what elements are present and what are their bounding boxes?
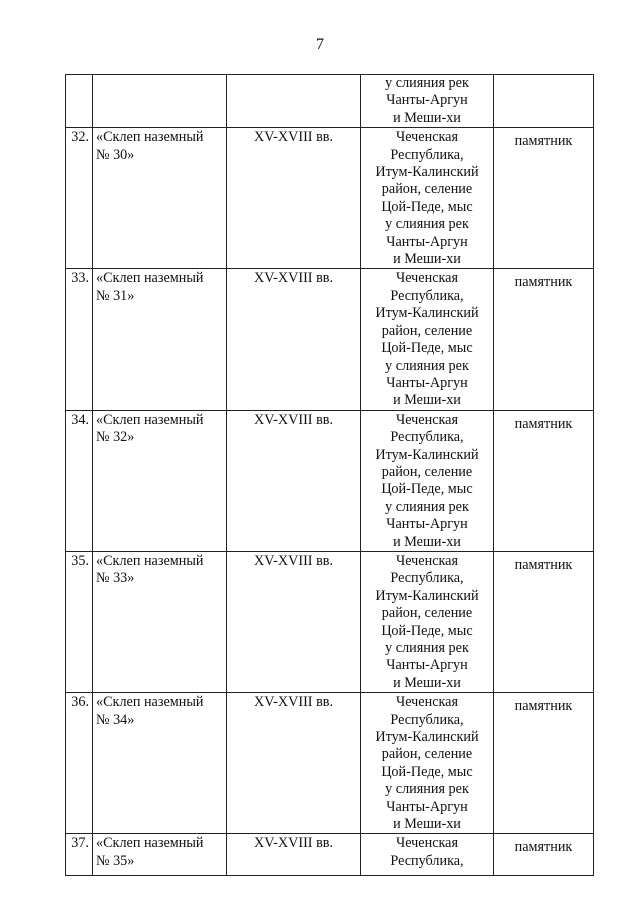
object-name-line: «Склеп наземный (96, 835, 204, 852)
location-line: Чеченская (396, 270, 458, 287)
location-line: район, селение (381, 322, 473, 339)
date-cell: XV-XVIII вв. (227, 551, 361, 692)
location-line: район, селение (381, 181, 473, 198)
location-cell (361, 834, 494, 876)
object-name-line: № 32» (96, 429, 135, 446)
location-line: Итум-Калинский (375, 164, 479, 181)
category-label: памятник (514, 698, 573, 715)
table-row (66, 834, 594, 876)
location-line: Цой-Педе, мыс (381, 198, 473, 215)
category-label: памятник (514, 556, 573, 573)
category-label: памятник (514, 274, 573, 291)
location-line: и Меши-хи (393, 109, 461, 126)
location-line: у слияния рек (385, 640, 469, 656)
location-line: Чанты-Аргун (386, 657, 468, 674)
location-line: Республика, (390, 711, 464, 728)
table-row (66, 128, 594, 269)
location-line: Чанты-Аргун (386, 516, 468, 533)
category-cell (494, 834, 594, 876)
location-line: Чанты-Аргун (386, 798, 468, 815)
object-name-line: № 35» (96, 852, 135, 869)
location-cell (361, 410, 494, 551)
date-cell: XV-XVIII вв. (227, 410, 361, 551)
location-line: Чанты-Аргун (386, 92, 468, 109)
category-cell (494, 269, 594, 410)
object-name-line: № 30» (96, 146, 135, 163)
location-line: и Меши-хи (393, 251, 461, 268)
category-label: памятник (514, 133, 573, 150)
date-cell: XV-XVIII вв. (227, 693, 361, 834)
location-line: Чеченская (396, 129, 458, 146)
object-name-line: «Склеп наземный (96, 270, 204, 287)
location-line: район, селение (381, 463, 473, 480)
location-cell (361, 128, 494, 269)
location-cell (361, 551, 494, 692)
category-cell (494, 693, 594, 834)
object-name-line: «Склеп наземный (96, 411, 204, 428)
object-name-line: «Склеп наземный (96, 694, 204, 711)
category-cell (494, 551, 594, 692)
name-cell (93, 128, 227, 269)
number-cell: 36. (66, 693, 93, 834)
location-line: Чеченская (396, 552, 458, 569)
location-line: у слияния рек (385, 781, 469, 798)
location-line: у слияния рек (385, 498, 469, 515)
name-cell (93, 551, 227, 692)
object-name-line: № 34» (96, 711, 135, 728)
location-cell (361, 693, 494, 834)
table-row (66, 551, 594, 692)
category-cell (494, 410, 594, 551)
category-cell (494, 128, 594, 269)
number-cell (66, 75, 93, 128)
location-line: Итум-Калинский (375, 729, 479, 746)
location-line: у слияния рек (385, 357, 469, 374)
heritage-registry-table (65, 74, 594, 876)
location-line: район, селение (381, 605, 473, 622)
category-cell (494, 75, 594, 128)
name-cell (93, 269, 227, 410)
location-line: и Меши-хи (393, 816, 461, 833)
number-cell: 33. (66, 269, 93, 410)
date-cell: XV-XVIII вв. (227, 128, 361, 269)
location-line: Цой-Педе, мыс (381, 763, 473, 780)
number-cell: 32. (66, 128, 93, 269)
location-line: у слияния рек (385, 216, 469, 233)
category-label: памятник (514, 839, 573, 856)
table-row (66, 410, 594, 551)
table-row-continued (66, 75, 594, 128)
page-number: 7 (316, 36, 324, 53)
location-line: Республика, (390, 287, 464, 304)
object-name-line: «Склеп наземный (96, 552, 204, 569)
location-line: Чеченская (396, 835, 458, 852)
name-cell (93, 75, 227, 128)
name-cell (93, 410, 227, 551)
location-line: Республика, (390, 570, 464, 587)
object-name-line: № 31» (96, 287, 135, 304)
location-line: Цой-Педе, мыс (381, 340, 473, 357)
location-line: Цой-Педе, мыс (381, 622, 473, 639)
location-line: Итум-Калинский (375, 446, 479, 463)
location-line: Итум-Калинский (375, 587, 479, 604)
object-name-line: № 33» (96, 570, 135, 587)
location-line: Республика, (390, 146, 464, 163)
name-cell (93, 834, 227, 876)
object-name-line: «Склеп наземный (96, 129, 204, 146)
location-line: у слияния рек (385, 75, 469, 91)
date-cell (227, 75, 361, 128)
name-cell (93, 693, 227, 834)
location-line: и Меши-хи (393, 392, 461, 409)
location-line: Цой-Педе, мыс (381, 481, 473, 498)
location-line: Республика, (390, 852, 464, 869)
date-cell: XV-XVIII вв. (227, 834, 361, 876)
location-line: Чанты-Аргун (386, 233, 468, 250)
number-cell: 37. (66, 834, 93, 876)
table-row (66, 269, 594, 410)
location-line: и Меши-хи (393, 533, 461, 550)
location-line: и Меши-хи (393, 674, 461, 691)
location-line: район, селение (381, 746, 473, 763)
location-line: Чеченская (396, 411, 458, 428)
location-line: Республика, (390, 429, 464, 446)
location-line: Итум-Калинский (375, 305, 479, 322)
number-cell: 35. (66, 551, 93, 692)
number-cell: 34. (66, 410, 93, 551)
table-row (66, 693, 594, 834)
location-cell (361, 75, 494, 128)
location-cell (361, 269, 494, 410)
location-line: Чеченская (396, 694, 458, 711)
location-line: Чанты-Аргун (386, 374, 468, 391)
category-label: памятник (514, 415, 573, 432)
date-cell: XV-XVIII вв. (227, 269, 361, 410)
